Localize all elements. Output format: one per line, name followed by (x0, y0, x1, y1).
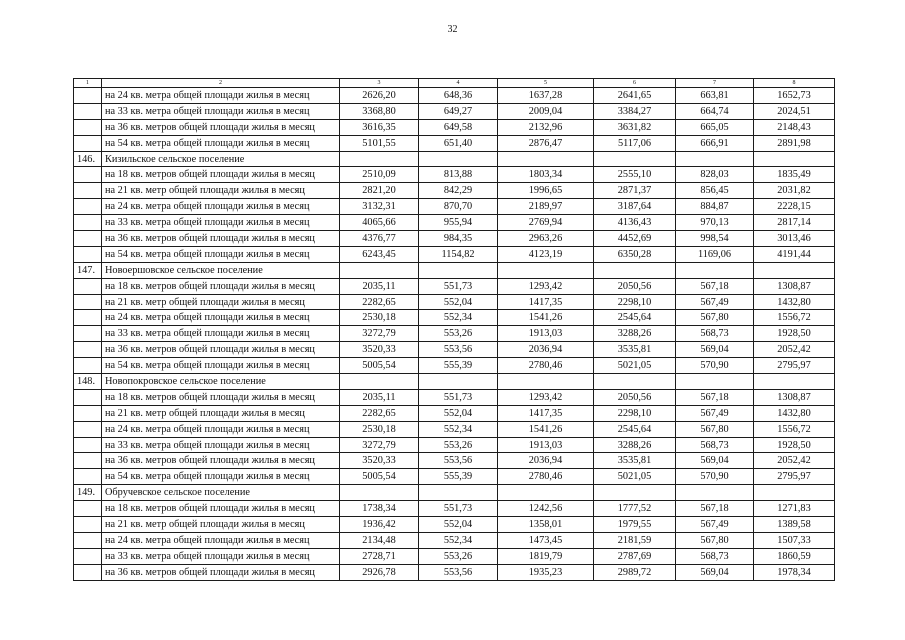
row-number-cell (74, 501, 102, 517)
empty-cell (676, 262, 754, 278)
value-cell: 2024,51 (754, 103, 835, 119)
value-cell: 884,87 (676, 199, 754, 215)
row-number-cell (74, 183, 102, 199)
table-row (74, 310, 835, 326)
value-cell: 2189,97 (498, 199, 594, 215)
value-cell: 648,36 (419, 88, 498, 104)
value-cell: 553,26 (419, 437, 498, 453)
column-number: 7 (676, 79, 754, 88)
value-cell: 5005,54 (340, 358, 419, 374)
value-cell: 1935,23 (498, 564, 594, 580)
value-cell: 2298,10 (594, 294, 676, 310)
value-cell: 1293,42 (498, 389, 594, 405)
value-cell: 569,04 (676, 564, 754, 580)
value-cell: 570,90 (676, 358, 754, 374)
value-cell: 567,49 (676, 294, 754, 310)
value-cell: 3368,80 (340, 103, 419, 119)
value-cell: 1978,34 (754, 564, 835, 580)
value-cell: 3288,26 (594, 437, 676, 453)
value-cell: 1271,83 (754, 501, 835, 517)
value-cell: 2050,56 (594, 278, 676, 294)
value-cell: 955,94 (419, 215, 498, 231)
value-cell: 567,18 (676, 278, 754, 294)
value-cell: 568,73 (676, 437, 754, 453)
column-number: 2 (102, 79, 340, 88)
value-cell: 2876,47 (498, 135, 594, 151)
value-cell: 567,18 (676, 501, 754, 517)
row-number-cell (74, 421, 102, 437)
value-cell: 2555,10 (594, 167, 676, 183)
value-cell: 649,58 (419, 119, 498, 135)
value-cell: 3616,35 (340, 119, 419, 135)
row-number-cell (74, 469, 102, 485)
value-cell: 4065,66 (340, 215, 419, 231)
row-label: на 18 кв. метров общей площади жилья в месяц (102, 389, 340, 405)
column-number: 1 (74, 79, 102, 88)
value-cell: 2780,46 (498, 358, 594, 374)
value-cell: 1541,26 (498, 421, 594, 437)
value-cell: 1556,72 (754, 421, 835, 437)
value-cell: 4376,77 (340, 231, 419, 247)
value-cell: 1637,28 (498, 88, 594, 104)
value-cell: 1928,50 (754, 326, 835, 342)
value-cell: 2036,94 (498, 342, 594, 358)
value-cell: 3013,46 (754, 231, 835, 247)
row-number-cell (74, 88, 102, 104)
value-cell: 1913,03 (498, 326, 594, 342)
table-row (74, 215, 835, 231)
empty-cell (594, 485, 676, 501)
value-cell: 5005,54 (340, 469, 419, 485)
value-cell: 553,56 (419, 564, 498, 580)
row-label: на 33 кв. метра общей площади жилья в месяц (102, 326, 340, 342)
empty-cell (498, 151, 594, 167)
section-row (74, 485, 835, 501)
empty-cell (498, 262, 594, 278)
value-cell: 2132,96 (498, 119, 594, 135)
row-label: на 24 кв. метра общей площади жилья в месяц (102, 310, 340, 326)
value-cell: 2050,56 (594, 389, 676, 405)
value-cell: 970,13 (676, 215, 754, 231)
value-cell: 3520,33 (340, 453, 419, 469)
table-row (74, 88, 835, 104)
value-cell: 5021,05 (594, 469, 676, 485)
value-cell: 813,88 (419, 167, 498, 183)
value-cell: 2181,59 (594, 532, 676, 548)
table-row (74, 453, 835, 469)
row-number-cell (74, 103, 102, 119)
table-row (74, 294, 835, 310)
row-number-cell (74, 167, 102, 183)
value-cell: 3272,79 (340, 437, 419, 453)
table-row (74, 469, 835, 485)
value-cell: 569,04 (676, 342, 754, 358)
table-row (74, 517, 835, 533)
row-label: на 18 кв. метров общей площади жилья в месяц (102, 501, 340, 517)
row-number-cell (74, 135, 102, 151)
value-cell: 2817,14 (754, 215, 835, 231)
empty-cell (676, 485, 754, 501)
value-cell: 567,49 (676, 405, 754, 421)
empty-cell (340, 485, 419, 501)
row-label: на 54 кв. метра общей площади жилья в месяц (102, 469, 340, 485)
value-cell: 2871,37 (594, 183, 676, 199)
value-cell: 1928,50 (754, 437, 835, 453)
row-label: на 24 кв. метра общей площади жилья в месяц (102, 199, 340, 215)
row-label: на 21 кв. метр общей площади жилья в месяц (102, 294, 340, 310)
value-cell: 1417,35 (498, 405, 594, 421)
value-cell: 567,80 (676, 421, 754, 437)
value-cell: 5101,55 (340, 135, 419, 151)
row-label: на 33 кв. метра общей площади жилья в месяц (102, 215, 340, 231)
section-number: 147. (74, 262, 102, 278)
value-cell: 553,56 (419, 453, 498, 469)
value-cell: 870,70 (419, 199, 498, 215)
column-number-row (74, 79, 835, 88)
value-cell: 567,80 (676, 310, 754, 326)
table-row (74, 183, 835, 199)
empty-cell (754, 262, 835, 278)
value-cell: 6350,28 (594, 246, 676, 262)
value-cell: 2891,98 (754, 135, 835, 151)
row-number-cell (74, 310, 102, 326)
row-label: на 21 кв. метр общей площади жилья в месяц (102, 517, 340, 533)
empty-cell (498, 374, 594, 390)
empty-cell (419, 485, 498, 501)
value-cell: 2787,69 (594, 548, 676, 564)
value-cell: 4136,43 (594, 215, 676, 231)
value-cell: 1389,58 (754, 517, 835, 533)
table-row (74, 103, 835, 119)
row-label: на 36 кв. метров общей площади жилья в месяц (102, 231, 340, 247)
empty-cell (340, 151, 419, 167)
row-label: на 21 кв. метр общей площади жилья в месяц (102, 183, 340, 199)
value-cell: 1308,87 (754, 278, 835, 294)
empty-cell (419, 374, 498, 390)
row-number-cell (74, 199, 102, 215)
table-row (74, 405, 835, 421)
value-cell: 1803,34 (498, 167, 594, 183)
value-cell: 2530,18 (340, 310, 419, 326)
row-number-cell (74, 294, 102, 310)
value-cell: 651,40 (419, 135, 498, 151)
value-cell: 4191,44 (754, 246, 835, 262)
value-cell: 3520,33 (340, 342, 419, 358)
table-row (74, 437, 835, 453)
value-cell: 5117,06 (594, 135, 676, 151)
section-number: 149. (74, 485, 102, 501)
table-row (74, 532, 835, 548)
value-cell: 553,26 (419, 548, 498, 564)
value-cell: 1913,03 (498, 437, 594, 453)
section-title: Кизильское сельское поселение (102, 151, 340, 167)
value-cell: 1777,52 (594, 501, 676, 517)
table-row (74, 501, 835, 517)
empty-cell (498, 485, 594, 501)
value-cell: 998,54 (676, 231, 754, 247)
value-cell: 2626,20 (340, 88, 419, 104)
value-cell: 3272,79 (340, 326, 419, 342)
value-cell: 2963,26 (498, 231, 594, 247)
value-cell: 568,73 (676, 548, 754, 564)
row-label: на 54 кв. метра общей площади жилья в месяц (102, 246, 340, 262)
table-row (74, 548, 835, 564)
value-cell: 2282,65 (340, 294, 419, 310)
value-cell: 2728,71 (340, 548, 419, 564)
value-cell: 2036,94 (498, 453, 594, 469)
value-cell: 1819,79 (498, 548, 594, 564)
row-label: на 24 кв. метра общей площади жилья в месяц (102, 421, 340, 437)
value-cell: 2134,48 (340, 532, 419, 548)
value-cell: 1432,80 (754, 405, 835, 421)
value-cell: 551,73 (419, 389, 498, 405)
value-cell: 1432,80 (754, 294, 835, 310)
table-body (74, 79, 835, 581)
value-cell: 1293,42 (498, 278, 594, 294)
value-cell: 2545,64 (594, 421, 676, 437)
row-label: на 54 кв. метра общей площади жилья в месяц (102, 135, 340, 151)
table-row (74, 119, 835, 135)
value-cell: 553,26 (419, 326, 498, 342)
value-cell: 828,03 (676, 167, 754, 183)
value-cell: 2052,42 (754, 342, 835, 358)
value-cell: 1473,45 (498, 532, 594, 548)
value-cell: 1169,06 (676, 246, 754, 262)
value-cell: 568,73 (676, 326, 754, 342)
value-cell: 663,81 (676, 88, 754, 104)
value-cell: 3132,31 (340, 199, 419, 215)
column-number: 6 (594, 79, 676, 88)
value-cell: 856,45 (676, 183, 754, 199)
value-cell: 2228,15 (754, 199, 835, 215)
empty-cell (676, 374, 754, 390)
value-cell: 1835,49 (754, 167, 835, 183)
row-label: на 24 кв. метра общей площади жилья в месяц (102, 88, 340, 104)
value-cell: 2989,72 (594, 564, 676, 580)
value-cell: 1308,87 (754, 389, 835, 405)
table-row (74, 246, 835, 262)
table-row (74, 278, 835, 294)
value-cell: 1979,55 (594, 517, 676, 533)
value-cell: 552,34 (419, 310, 498, 326)
empty-cell (594, 374, 676, 390)
value-cell: 1507,33 (754, 532, 835, 548)
value-cell: 984,35 (419, 231, 498, 247)
row-label: на 33 кв. метра общей площади жилья в месяц (102, 103, 340, 119)
row-label: на 21 кв. метр общей площади жилья в месяц (102, 405, 340, 421)
value-cell: 3187,64 (594, 199, 676, 215)
value-cell: 2009,04 (498, 103, 594, 119)
empty-cell (676, 151, 754, 167)
value-cell: 1738,34 (340, 501, 419, 517)
section-title: Обручевское сельское поселение (102, 485, 340, 501)
value-cell: 665,05 (676, 119, 754, 135)
value-cell: 552,04 (419, 405, 498, 421)
value-cell: 3535,81 (594, 342, 676, 358)
value-cell: 2545,64 (594, 310, 676, 326)
value-cell: 2821,20 (340, 183, 419, 199)
row-number-cell (74, 246, 102, 262)
table-row (74, 167, 835, 183)
row-number-cell (74, 215, 102, 231)
empty-cell (594, 262, 676, 278)
tariff-table (73, 78, 835, 581)
value-cell: 570,90 (676, 469, 754, 485)
value-cell: 2530,18 (340, 421, 419, 437)
column-number: 8 (754, 79, 835, 88)
value-cell: 1556,72 (754, 310, 835, 326)
row-number-cell (74, 342, 102, 358)
value-cell: 567,49 (676, 517, 754, 533)
section-row (74, 262, 835, 278)
row-label: на 33 кв. метра общей площади жилья в месяц (102, 548, 340, 564)
section-title: Новопокровское сельское поселение (102, 374, 340, 390)
section-number: 148. (74, 374, 102, 390)
value-cell: 551,73 (419, 278, 498, 294)
value-cell: 1417,35 (498, 294, 594, 310)
value-cell: 2052,42 (754, 453, 835, 469)
value-cell: 1154,82 (419, 246, 498, 262)
value-cell: 1541,26 (498, 310, 594, 326)
value-cell: 6243,45 (340, 246, 419, 262)
empty-cell (754, 151, 835, 167)
empty-cell (754, 485, 835, 501)
value-cell: 567,80 (676, 532, 754, 548)
value-cell: 1242,56 (498, 501, 594, 517)
row-label: на 36 кв. метров общей площади жилья в месяц (102, 564, 340, 580)
value-cell: 552,04 (419, 517, 498, 533)
value-cell: 2031,82 (754, 183, 835, 199)
value-cell: 552,04 (419, 294, 498, 310)
value-cell: 2510,09 (340, 167, 419, 183)
section-number: 146. (74, 151, 102, 167)
section-row (74, 151, 835, 167)
empty-cell (419, 151, 498, 167)
value-cell: 649,27 (419, 103, 498, 119)
row-number-cell (74, 437, 102, 453)
table-row (74, 342, 835, 358)
value-cell: 2795,97 (754, 358, 835, 374)
value-cell: 551,73 (419, 501, 498, 517)
value-cell: 2769,94 (498, 215, 594, 231)
table-row (74, 199, 835, 215)
value-cell: 555,39 (419, 358, 498, 374)
table-row (74, 326, 835, 342)
row-label: на 36 кв. метров общей площади жилья в месяц (102, 119, 340, 135)
row-label: на 36 кв. метров общей площади жилья в месяц (102, 342, 340, 358)
value-cell: 555,39 (419, 469, 498, 485)
value-cell: 2282,65 (340, 405, 419, 421)
value-cell: 1860,59 (754, 548, 835, 564)
value-cell: 569,04 (676, 453, 754, 469)
row-number-cell (74, 532, 102, 548)
value-cell: 2035,11 (340, 389, 419, 405)
row-label: на 36 кв. метров общей площади жилья в месяц (102, 453, 340, 469)
row-number-cell (74, 278, 102, 294)
row-number-cell (74, 358, 102, 374)
value-cell: 3384,27 (594, 103, 676, 119)
value-cell: 3631,82 (594, 119, 676, 135)
value-cell: 2795,97 (754, 469, 835, 485)
table-row (74, 389, 835, 405)
value-cell: 1358,01 (498, 517, 594, 533)
row-label: на 18 кв. метров общей площади жилья в месяц (102, 278, 340, 294)
table-row (74, 135, 835, 151)
value-cell: 567,18 (676, 389, 754, 405)
table-row (74, 231, 835, 247)
column-number: 5 (498, 79, 594, 88)
row-number-cell (74, 548, 102, 564)
empty-cell (340, 374, 419, 390)
row-number-cell (74, 405, 102, 421)
value-cell: 2148,43 (754, 119, 835, 135)
value-cell: 2298,10 (594, 405, 676, 421)
value-cell: 4452,69 (594, 231, 676, 247)
row-number-cell (74, 564, 102, 580)
empty-cell (754, 374, 835, 390)
row-number-cell (74, 119, 102, 135)
column-number: 3 (340, 79, 419, 88)
value-cell: 2780,46 (498, 469, 594, 485)
value-cell: 5021,05 (594, 358, 676, 374)
value-cell: 2035,11 (340, 278, 419, 294)
table-row (74, 564, 835, 580)
row-number-cell (74, 231, 102, 247)
page-number: 32 (447, 24, 458, 35)
row-label: на 24 кв. метра общей площади жилья в месяц (102, 532, 340, 548)
value-cell: 842,29 (419, 183, 498, 199)
value-cell: 2641,65 (594, 88, 676, 104)
value-cell: 3535,81 (594, 453, 676, 469)
value-cell: 664,74 (676, 103, 754, 119)
row-label: на 33 кв. метра общей площади жилья в месяц (102, 437, 340, 453)
value-cell: 1996,65 (498, 183, 594, 199)
value-cell: 4123,19 (498, 246, 594, 262)
value-cell: 3288,26 (594, 326, 676, 342)
row-label: на 54 кв. метра общей площади жилья в месяц (102, 358, 340, 374)
empty-cell (419, 262, 498, 278)
value-cell: 2926,78 (340, 564, 419, 580)
value-cell: 666,91 (676, 135, 754, 151)
empty-cell (340, 262, 419, 278)
empty-cell (594, 151, 676, 167)
row-number-cell (74, 389, 102, 405)
section-title: Новоершовское сельское поселение (102, 262, 340, 278)
value-cell: 1652,73 (754, 88, 835, 104)
value-cell: 1936,42 (340, 517, 419, 533)
section-row (74, 374, 835, 390)
value-cell: 552,34 (419, 532, 498, 548)
row-number-cell (74, 517, 102, 533)
row-number-cell (74, 326, 102, 342)
row-number-cell (74, 453, 102, 469)
value-cell: 553,56 (419, 342, 498, 358)
table-row (74, 358, 835, 374)
table-row (74, 421, 835, 437)
value-cell: 552,34 (419, 421, 498, 437)
column-number: 4 (419, 79, 498, 88)
row-label: на 18 кв. метров общей площади жилья в месяц (102, 167, 340, 183)
